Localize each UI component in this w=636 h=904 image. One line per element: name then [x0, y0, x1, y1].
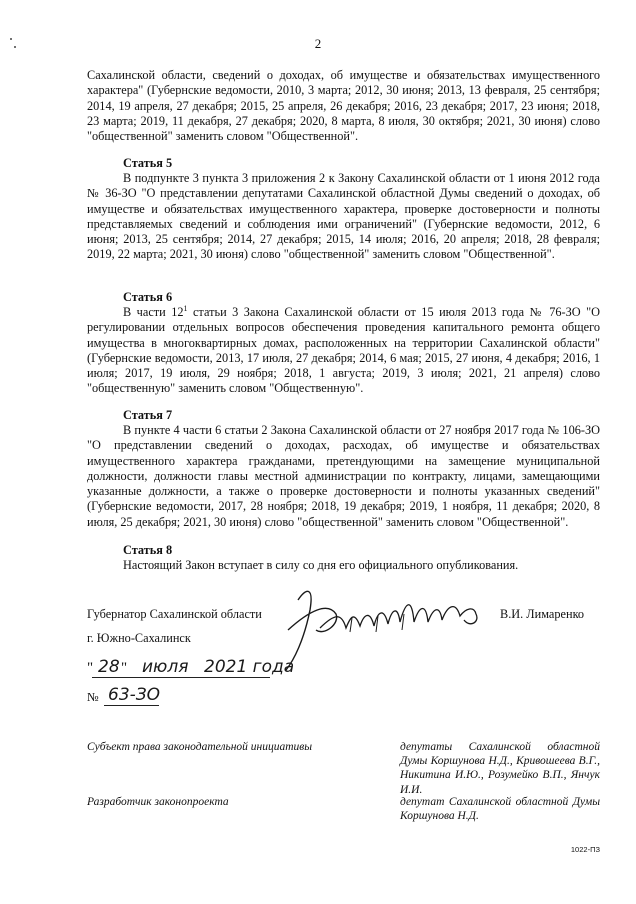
article-5-text: В подпункте 3 пункта 3 приложения 2 к Закону Сахалинской области от 1 июня 2012 года № 36-ЗО "О представлении депутатами Сахалинской областной Думы сведений о доходах, об имуществе и обязательствах имущественного характера, проверке достоверности и полноты представляемых сведений и соблюдения ими ограничений" (Губернские ведомости, 2012, 6 июня; 2013, 25 сентября; 2014, 27 декабря; 2015, 14 июля; 2016, 20 апреля; 2018, 28 февраля; 2019, 22 марта; 2021, 30 июня) слово "общественной" заменить словом "Общественной".: [87, 171, 600, 262]
article-7-title: Статья 7: [123, 408, 173, 422]
scan-speck: [14, 46, 16, 48]
number-underline: [104, 705, 159, 706]
initiative-value: депутаты Сахалинской областной Думы Коршунова Н.Д., Кривошеева В.Г., Никитина И.Ю., Розумейко В.П., Янчук И.И.: [400, 741, 600, 796]
developer-value: депутат Сахалинской областной Думы Коршунова Н.Д.: [400, 796, 600, 823]
superscript: 1: [183, 303, 188, 313]
developer-label: Разработчик законопроекта: [87, 796, 229, 808]
article-6-text-rest: статьи 3 Закона Сахалинской области от 15 июля 2013 года № 76-ЗО "О регулировании отдельных вопросов обеспечения проведения капитального ремонта общего имущества в многоквартирных домах, расположенных на территории Сахалинской области" (Губернские ведомости, 2013, 17 июля, 27 декабря; 2014, 6 мая; 2015, 27 июня, 4 декабря; 2016, 1 июля; 2017, 19 июля, 29 ноября; 2018, 1 августа; 2019, 3 июля; 2021, 21 апреля) слово "общественную" заменить словом "Общественную".: [87, 305, 600, 396]
article-6-text-start: В части 12: [123, 305, 184, 319]
signatory-name: В.И. Лимаренко: [500, 607, 585, 621]
article-5-title: Статья 5: [123, 156, 173, 170]
article-8-text: Настоящий Закон вступает в силу со дня его официального опубликования.: [123, 558, 519, 572]
date-day: 28: [98, 657, 120, 677]
date-year: 2021 года: [204, 657, 295, 677]
document-code: 1022-ПЗ: [570, 845, 600, 854]
article-6-title: Статья 6: [123, 290, 173, 304]
date-open-quote: ": [87, 660, 94, 676]
article-8-title: Статья 8: [123, 543, 173, 557]
date-underline: [92, 677, 270, 678]
article-7-text: В пункте 4 части 6 статьи 2 Закона Сахалинской области от 27 ноября 2017 года № 106-ЗО "О представлении сведений о доходах, расходах, об имуществе и обязательствах имущественного характера гражданами, претендующими на замещение муниципальной должности, должности главы местной администрации по контракту, лицами, замещающими указанные должности, а также о проверке достоверности и полноты указанных сведений" (Губернские ведомости, 2017, 28 ноября; 2018, 19 декабря; 2019, 1 ноября, 11 декабря; 2020, 8 июля, 25 декабря; 2021, 30 июня) слово "общественной" заменить словом "Общественной".: [87, 423, 600, 529]
number-symbol: №: [87, 690, 99, 704]
handwritten-signature: [280, 570, 500, 675]
article-6-text: [87, 305, 600, 397]
date-close-quote: ": [121, 660, 128, 676]
city-line: г. Южно-Сахалинск: [87, 631, 191, 645]
signatory-position: Губернатор Сахалинской области: [87, 607, 262, 621]
initiative-label: Субъект права законодательной инициативы: [87, 741, 313, 753]
page-number: 2: [314, 36, 322, 51]
date-month: июля: [142, 657, 189, 677]
intro-paragraph: Сахалинской области, сведений о доходах, об имуществе и обязательствах имущественного характера" (Губернские ведомости, 2010, 3 марта; 2012, 30 июня; 2013, 13 февраля, 25 сентября; 2014, 19 апреля, 27 декабря; 2015, 25 апреля, 26 декабря; 2016, 23 декабря; 2017, 23 июня; 2018, 23 марта; 2019, 11 декабря, 27 декабря; 2020, 8 марта, 8 июля, 30 октября; 2021, 30 июня) слово "общественной" заменить словом "Общественной".: [87, 68, 600, 144]
law-number: 63-ЗО: [108, 685, 161, 705]
scan-speck: [10, 38, 12, 40]
